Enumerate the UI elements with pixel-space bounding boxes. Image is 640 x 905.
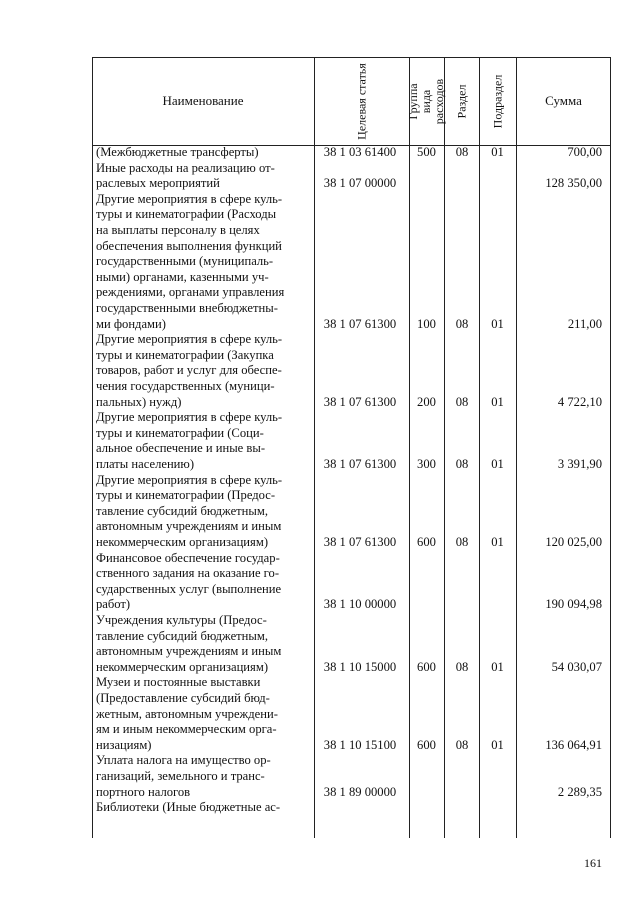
row-section: 08 <box>455 535 469 549</box>
header-group-cell <box>406 57 446 145</box>
row-name: Другие мероприятия в сфере куль- туры и кинематографии (Закупка товаров, работ и услуг для обеспе- чения государственных (муници- пальных) нужд) <box>96 332 283 409</box>
column-divider <box>314 57 315 838</box>
row-subsection: 01 <box>491 316 504 331</box>
column-divider <box>409 57 410 838</box>
row-section: 08 <box>455 394 469 409</box>
row-code: 38 1 07 61300 <box>323 316 397 331</box>
row-subsection: 01 <box>491 659 504 674</box>
row-sum: 211,00 <box>567 316 602 331</box>
row-sum: 54 030,07 <box>551 659 602 674</box>
header-subsection: Подраздел <box>490 74 505 128</box>
row-group: 200 <box>417 394 436 409</box>
header-section: Раздел <box>453 84 468 118</box>
row-section: 08 <box>455 659 469 674</box>
row-code: 38 1 07 61300 <box>323 535 397 549</box>
row-subsection: 01 <box>491 145 504 159</box>
row-group: 600 <box>417 737 436 752</box>
row-section: 08 <box>455 737 469 752</box>
row-code: 38 1 07 61300 <box>323 457 397 471</box>
row-group: 600 <box>417 659 436 674</box>
row-code: 38 1 10 15100 <box>323 737 397 752</box>
page-number: 161 <box>584 856 602 870</box>
header-group: Группа вида расходов <box>406 78 446 124</box>
row-sum: 3 391,90 <box>557 457 602 471</box>
column-divider <box>516 57 517 838</box>
row-subsection: 01 <box>491 394 504 409</box>
row-name: Музеи и постоянные выставки (Предоставление субсидий бюд- жетным, автономным учреждени- ям и иным некоммерческим орга- низациям) <box>96 675 278 752</box>
row-group: 500 <box>417 145 436 159</box>
header-subsection-cell <box>479 57 516 145</box>
row-name: (Межбюджетные трансферты) <box>96 145 259 159</box>
row-name: Финансовое обеспечение государ- ственного задания на оказание го- сударственных услуг (выполнение работ) <box>96 550 282 612</box>
row-name: Иные расходы на реализацию от- раслевых мероприятий <box>96 160 275 191</box>
header-section-cell <box>444 57 479 145</box>
header-sum: Сумма <box>545 93 582 108</box>
row-group: 100 <box>417 316 436 331</box>
row-sum: 120 025,00 <box>545 535 602 549</box>
row-sum: 128 350,00 <box>545 176 602 191</box>
row-sum: 4 722,10 <box>557 394 602 409</box>
row-name: Другие мероприятия в сфере куль- туры и кинематографии (Соци- альное обеспечение и иные вы- платы населению) <box>96 410 283 471</box>
column-divider <box>444 57 445 838</box>
row-name: Учреждения культуры (Предос- тавление субсидий бюджетным, автономным учреждениям и иным некоммерческим организациям) <box>96 613 282 674</box>
table-border-left <box>92 57 93 838</box>
row-name: Другие мероприятия в сфере куль- туры и кинематографии (Расходы на выплаты персоналу в целях обеспечения выполнения функций государственными (муниципаль- ными) органами, казенными уч- реждениями, органами управления государственными внебюджетны- ми фондами) <box>96 191 285 331</box>
row-section: 08 <box>455 316 469 331</box>
row-sum: 2 289,35 <box>557 784 602 799</box>
row-code: 38 1 10 15000 <box>323 659 397 674</box>
row-section: 08 <box>455 457 469 471</box>
row-code: 38 1 10 00000 <box>323 597 397 612</box>
row-subsection: 01 <box>491 535 504 549</box>
header-name: Наименование <box>162 93 244 108</box>
row-name: Уплата налога на имущество ор- ганизаций, земельного и транс- портного налогов <box>96 753 271 799</box>
row-code: 38 1 03 61400 <box>323 145 397 159</box>
row-code: 38 1 07 00000 <box>323 176 397 191</box>
row-sum: 190 094,98 <box>545 597 602 612</box>
header-code: Целевая статья <box>354 62 368 140</box>
row-sum: 136 064,91 <box>545 737 602 752</box>
header-code-cell <box>314 57 409 145</box>
row-name: Библиотеки (Иные бюджетные ас- <box>96 800 281 815</box>
row-group: 300 <box>417 457 436 471</box>
row-group: 600 <box>417 535 436 549</box>
row-code: 38 1 07 61300 <box>323 394 397 409</box>
row-sum: 700,00 <box>567 145 602 159</box>
row-subsection: 01 <box>491 457 504 471</box>
row-section: 08 <box>455 145 469 159</box>
row-name: Другие мероприятия в сфере куль- туры и кинематографии (Предос- тавление субсидий бюджетным, автономным учреждениям и иным некоммерческим организациям) <box>96 472 283 549</box>
table-border-right <box>610 57 611 838</box>
row-code: 38 1 89 00000 <box>323 784 397 799</box>
row-subsection: 01 <box>491 737 504 752</box>
column-divider <box>479 57 480 838</box>
